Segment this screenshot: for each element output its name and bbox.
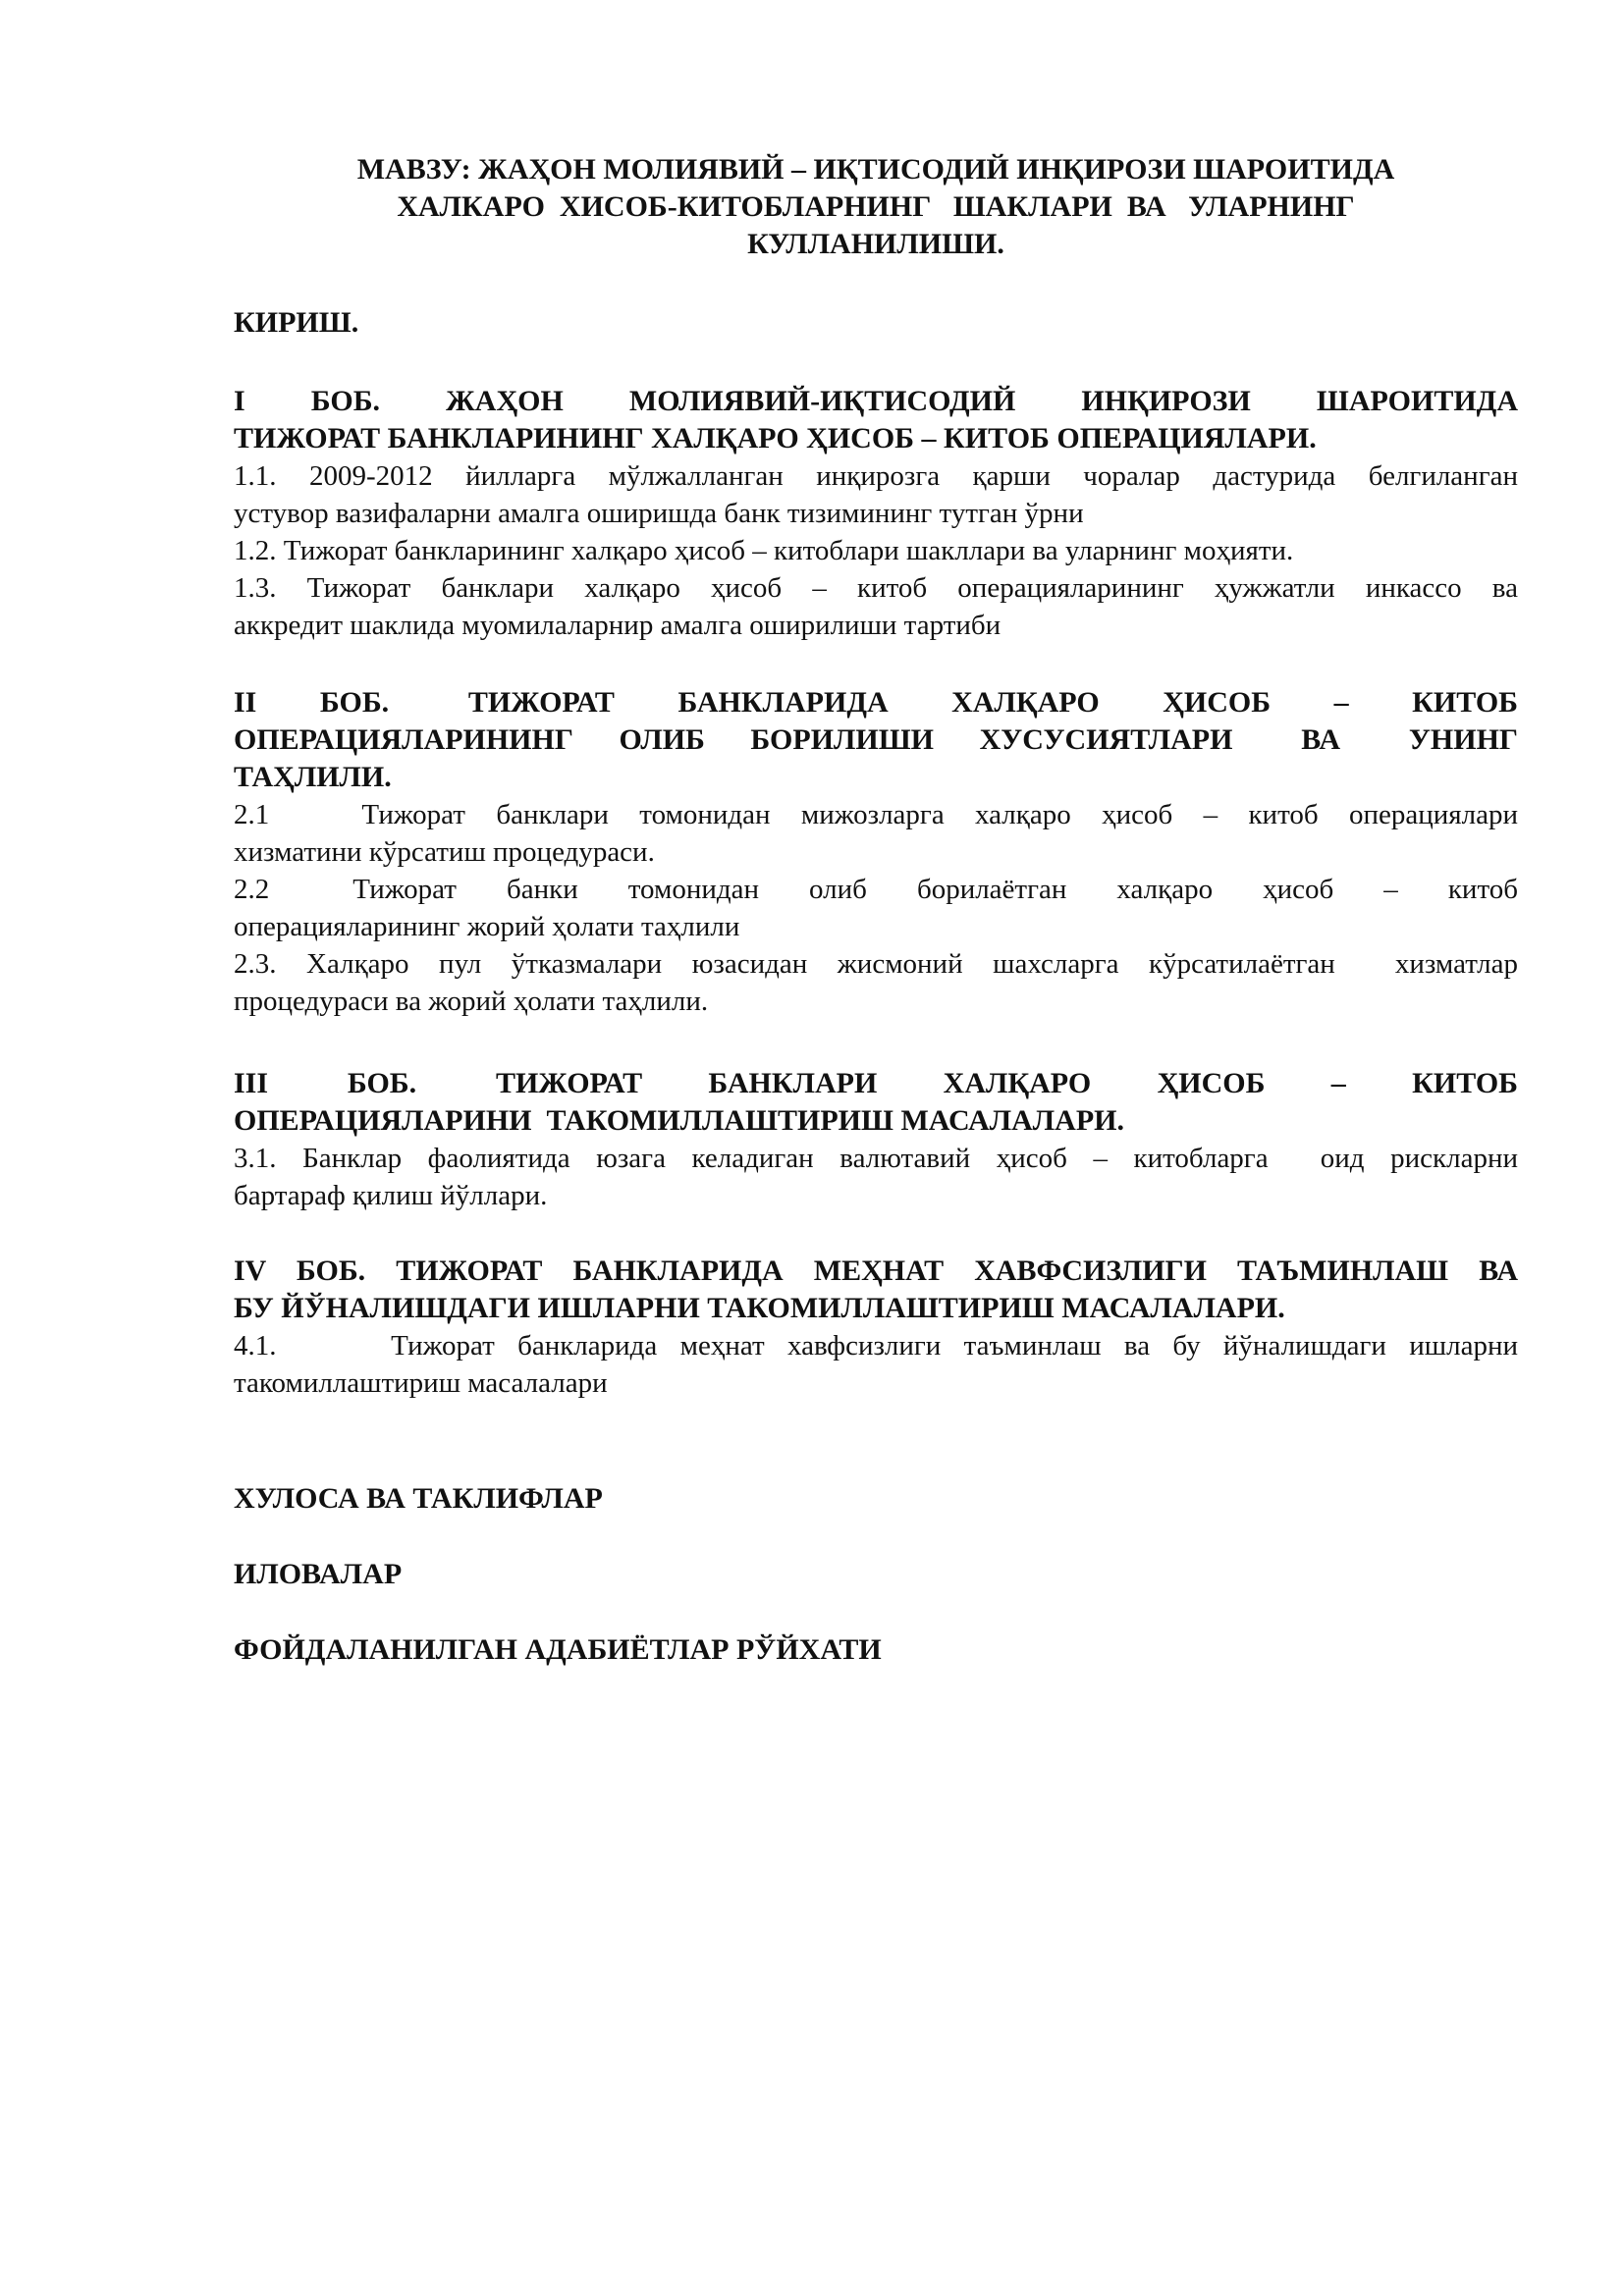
chapter-2 [234, 684, 1518, 1020]
chapter-1-heading-line-1: I БОБ. ЖАҲОН МОЛИЯВИЙ-ИҚТИСОДИЙ ИНҚИРОЗИ ШАРОИТИДА [234, 385, 1518, 417]
title-line-2: ХАЛКАРО ХИСОБ-КИТОБЛАРНИНГ ШАКЛАРИ ВА УЛАРНИНГ [397, 190, 1355, 223]
item-1-2-line-1: 1.2. Тижорат банкларининг халқаро ҳисоб – китоблари шакллари ва уларнинг моҳияти. [234, 535, 1294, 566]
item-4-1-line-1: 4.1. Тижорат банкларида меҳнат хавфсизлиги таъминлаш ва бу йўналишдаги ишларни [234, 1330, 1518, 1362]
chapter-3-heading-line-1: III БОБ. ТИЖОРАТ БАНКЛАРИ ХАЛҚАРО ҲИСОБ – КИТОБ [234, 1067, 1518, 1099]
list-item [234, 569, 1518, 644]
item-2-2-line-2: операцияларининг жорий ҳолати таҳлили [234, 911, 740, 942]
item-2-1-line-1: 2.1 Тижорат банклари томонидан мижозларга халқаро ҳисоб – китоб операциялари [234, 799, 1518, 830]
chapter-4-heading-line-2: БУ ЙЎНАЛИШДАГИ ИШЛАРНИ ТАКОМИЛЛАШТИРИШ МАСАЛАЛАРИ. [234, 1292, 1285, 1324]
intro-heading: КИРИШ. [234, 306, 359, 339]
chapter-4-heading-line-1: IV БОБ. ТИЖОРАТ БАНКЛАРИДА МЕҲНАТ ХАВФСИЗЛИГИ ТАЪМИНЛАШ ВА [234, 1255, 1518, 1287]
list-item [234, 871, 1518, 945]
list-item [234, 1140, 1518, 1214]
item-3-1-line-1: 3.1. Банклар фаолиятида юзага келадиган валютавий ҳисоб – китобларга оид рискларни [234, 1143, 1518, 1174]
item-2-2-line-1: 2.2 Тижорат банки томонидан олиб борилаётган халқаро ҳисоб – китоб [234, 874, 1518, 905]
chapter-4-heading [234, 1253, 1518, 1327]
item-1-3-line-1: 1.3. Тижорат банклари халқаро ҳисоб – китоб операцияларининг ҳужжатли инкассо ва [234, 572, 1518, 604]
item-3-1-line-2: бартараф қилиш йўллари. [234, 1180, 548, 1211]
list-item [234, 945, 1518, 1020]
title-line-3: КУЛЛАНИЛИШИ. [747, 228, 1004, 260]
chapter-2-heading-line-2: ОПЕРАЦИЯЛАРИНИНГ ОЛИБ БОРИЛИШИ ХУСУСИЯТЛАРИ ВА УНИНГ [234, 723, 1518, 756]
title-line-1: МАВЗУ: ЖАҲОН МОЛИЯВИЙ – ИҚТИСОДИЙ ИНҚИРОЗИ ШАРОИТИДА [356, 153, 1395, 186]
appendices-heading: ИЛОВАЛАР [234, 1558, 403, 1590]
chapter-2-heading [234, 684, 1518, 796]
document-title [234, 151, 1518, 263]
chapter-3 [234, 1065, 1518, 1214]
item-1-3-line-2: аккредит шаклида муомилаларнир амалга оширилиши тартиби [234, 610, 1001, 641]
bibliography-heading: ФОЙДАЛАНИЛГАН АДАБИЁТЛАР РЎЙХАТИ [234, 1633, 882, 1666]
chapter-2-heading-line-1: II БОБ. ТИЖОРАТ БАНКЛАРИДА ХАЛҚАРО ҲИСОБ – КИТОБ [234, 686, 1518, 719]
chapter-1-heading [234, 383, 1518, 457]
chapter-3-heading-line-2: ОПЕРАЦИЯЛАРИНИ ТАКОМИЛЛАШТИРИШ МАСАЛАЛАРИ. [234, 1104, 1124, 1137]
chapter-1-heading-line-2: ТИЖОРАТ БАНКЛАРИНИНГ ХАЛҚАРО ҲИСОБ – КИТОБ ОПЕРАЦИЯЛАРИ. [234, 422, 1317, 454]
chapter-3-heading [234, 1065, 1518, 1140]
conclusion-heading: ХУЛОСА ВА ТАКЛИФЛАР [234, 1482, 603, 1515]
list-item [234, 532, 1518, 569]
item-2-3-line-1: 2.3. Халқаро пул ўтказмалари юзасидан жисмоний шахсларга кўрсатилаётган хизматлар [234, 948, 1518, 980]
item-1-1-line-1: 1.1. 2009-2012 йилларга мўлжалланган инқирозга қарши чоралар дастурида белгиланган [234, 460, 1518, 492]
item-1-1-line-2: устувор вазифаларни амалга оширишда банк тизимининг тутган ўрни [234, 498, 1084, 529]
chapter-2-heading-line-3: ТАҲЛИЛИ. [234, 761, 392, 793]
chapter-1 [234, 383, 1518, 644]
list-item [234, 457, 1518, 532]
list-item [234, 796, 1518, 871]
list-item [234, 1327, 1518, 1402]
item-2-3-line-2: процедураси ва жорий ҳолати таҳлили. [234, 986, 709, 1017]
item-4-1-line-2: такомиллаштириш масалалари [234, 1367, 608, 1399]
item-2-1-line-2: хизматини кўрсатиш процедураси. [234, 836, 655, 868]
chapter-4 [234, 1253, 1518, 1402]
